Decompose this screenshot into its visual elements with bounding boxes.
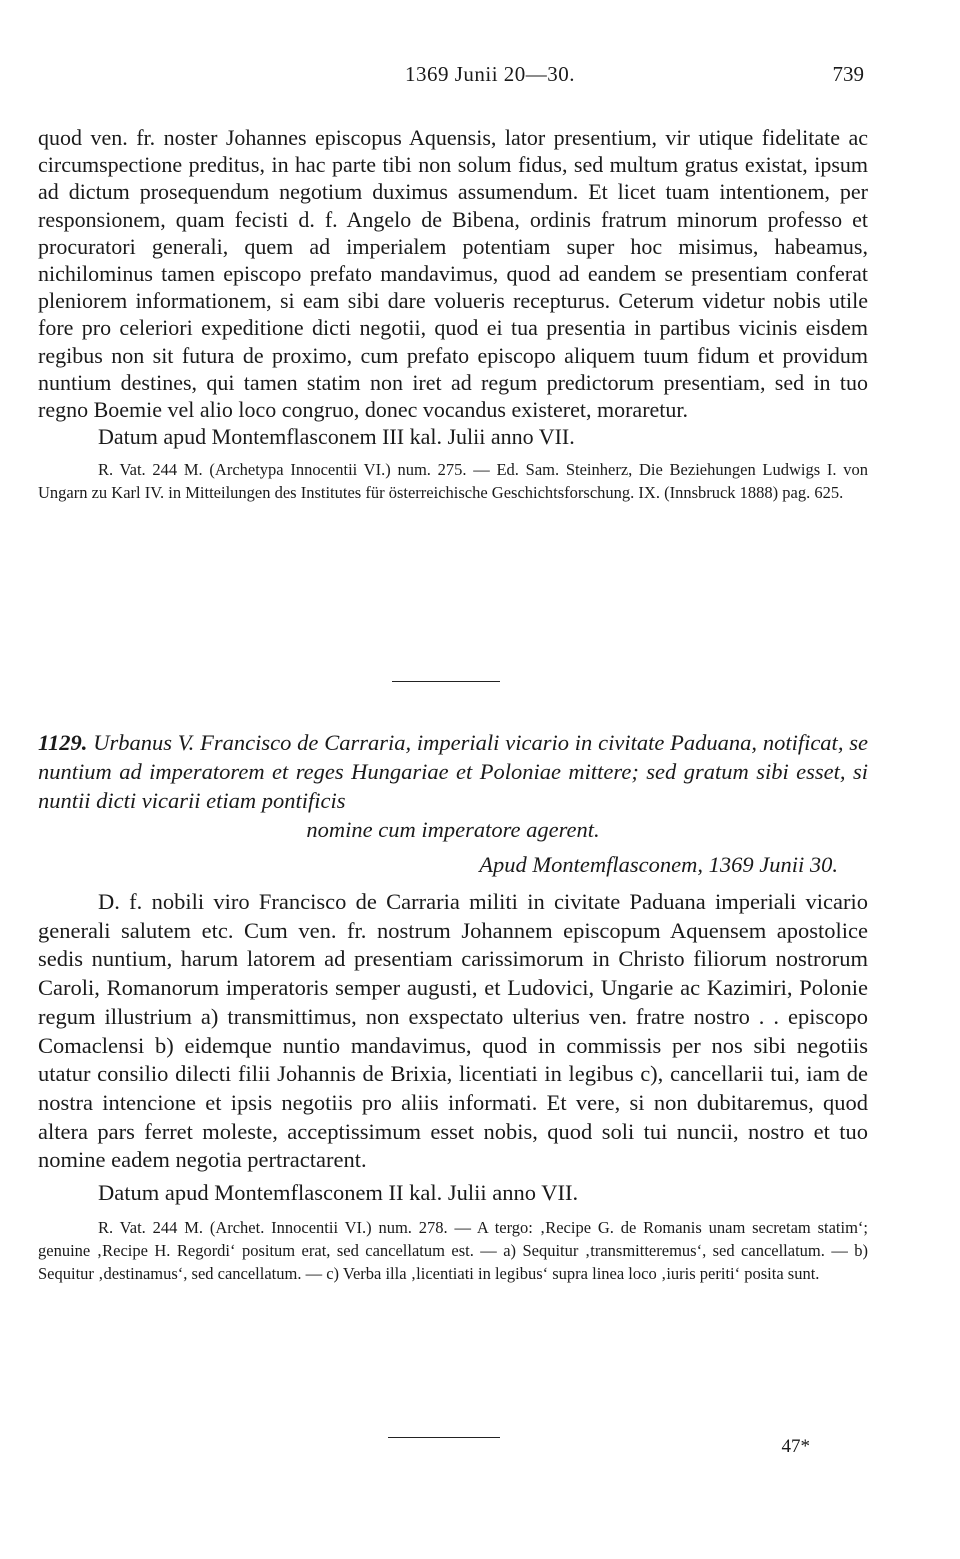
letter-1129 <box>38 728 868 1285</box>
document-number: 1129. <box>38 730 88 755</box>
source-note-text: R. Vat. 244 M. (Archet. Innocentii VI.) num. 278. — A tergo: ‚Recipe G. de Romanis unam secretam statim‘; genuine ‚Recipe H. Regordi‘ positum erat, sed cancellatum est. — a) Sequitur ‚transmitteremus‘, sed cancellatum. — b) Sequitur ‚destinamus‘, sed cancellatum. — c) Verba illa ‚licentiati in legibus‘ supra linea loco ‚iuris periti‘ posita sunt. <box>38 1217 868 1283</box>
datum-line: Datum apud Montemflasconem III kal. Julii anno VII. <box>98 424 575 450</box>
place-date: Apud Montemflasconem, 1369 Junii 30. <box>479 852 838 877</box>
section-divider <box>392 681 500 682</box>
source-note <box>38 1216 868 1285</box>
letter-paragraph: D. f. nobili viro Francisco de Carraria militi in civitate Paduana imperiali vicario generali salutem etc. Cum ven. fr. nostrum Johannem episcopum Aquensem apostolice sedis nuntium, harum latorem ad presentiam carissimorum in Christo filiorum nostrorum Caroli, Romanorum imperatoris semper augusti, et Ludovici, Ungarie ac Kazimiri, Polonie regum illustrium a) transmittimus, non exspectato ulterius ven. fratre nostro . . episcopo Comaclensi b) eidemque nuntio mandavimus, quod in commissis per nos sibi negotiis utatur consilio dilecti filii Johannis de Brixia, licentiati in legibus c), cancellarii tui, iam de nostra intencione et ipsis negotiis pro aliis informati. Et vere, si non dubitaremus, quod altera pars ferret moleste, acceptissimum esset nobis, quod soli tui nuncii, nostro et tuo nomine eadem negotia pertractarent. <box>38 889 868 1173</box>
heading-last-line: nomine cum imperatore agerent. <box>306 817 600 842</box>
page-header <box>0 62 960 92</box>
running-title: 1369 Junii 20—30. <box>404 62 576 86</box>
source-note <box>38 458 868 504</box>
letter-text <box>38 124 868 450</box>
section-divider <box>388 1437 500 1438</box>
document-heading <box>38 728 868 815</box>
heading-text: Urbanus V. Francisco de Carraria, imperiali vicario in civitate Paduana, notificat, se nuntium ad imperatorem et reges Hungariae et Poloniae mittere; sed gratum sibi esset, si nuntii dicti vicarii etiam pontificis <box>38 730 868 813</box>
datum-line: Datum apud Montemflasconem II kal. Julii anno VII. <box>98 1180 579 1206</box>
page-number: 739 <box>832 62 864 86</box>
signature-mark: 47* <box>781 1436 810 1457</box>
source-note-text: R. Vat. 244 M. (Archetypa Innocentii VI.) num. 275. — Ed. Sam. Steinherz, Die Beziehungen Ludwigs I. von Ungarn zu Karl IV. in Mitteilungen des Institutes für österreichische Geschichtsforschung. IX. (Innsbruck 1888) pag. 625. <box>38 460 868 503</box>
letter-1128-end <box>38 124 868 504</box>
letter-paragraph: quod ven. fr. noster Johannes episcopus Aquensis, lator presentium, vir utique fidelitate ac circumspectione preditus, in hac parte tibi non solum fidus, sed multum gratus existat, ipsum ad dictum prosequendum negotium duximus assumendum. Et licet tuam intentionem, per responsionem, quam fecisti d. f. Angelo de Bibena, ordinis fratrum minorum professo et procuratori generali, quem ad imperialem potentiam super hoc misimus, habeamus, nichilominus tamen episcopo prefato mandavimus, quod ad eandem se presentiam conferat pleniorem informationem, si eam sibi dare volueris recepturus. Ceterum videtur nobis utile fore pro celeriori expeditione dicti negotii, quod ei tua presentia in partibus vicinis eisdem regibus non sit futura de proximo, cum prefato episcopo aliquem tuum fidum et providum nuntium destines, qui tamen statim non iret ad regum predictorum presentiam, sed in tuo regno Boemie vel alio loco congruo, donec vocandus existeret, moraretur. <box>38 125 868 423</box>
letter-text <box>38 888 868 1208</box>
